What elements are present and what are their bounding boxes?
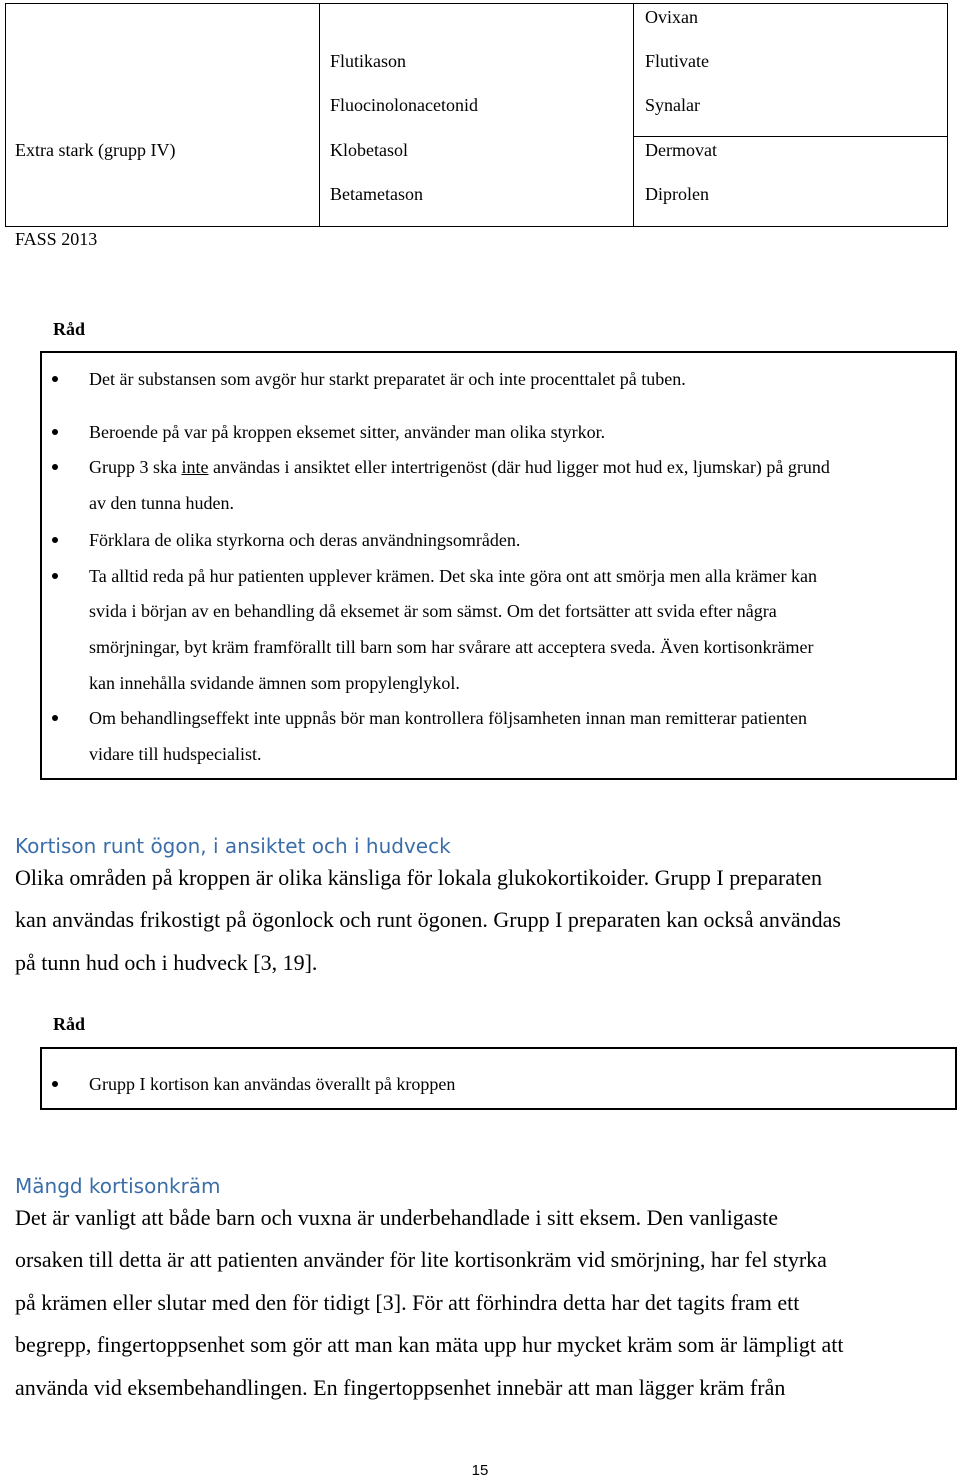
bullet-icon: [52, 537, 58, 543]
advice-label: Råd: [53, 319, 86, 339]
emphasis: inte: [181, 457, 209, 477]
bullet-icon: [52, 715, 58, 721]
advice-item: Grupp I kortison kan användas överallt på kroppen: [89, 1074, 456, 1094]
substance: Fluocinolonacetonid: [330, 95, 478, 115]
table-source: FASS 2013: [15, 229, 98, 249]
bullet-icon: [52, 429, 58, 435]
advice-item-continued: svida i början av en behandling då eksemet är som sämst. Om det fortsätter att svida efter några: [89, 601, 777, 621]
table-divider: [319, 3, 320, 227]
advice-label: Råd: [53, 1014, 86, 1034]
section-heading: Mängd kortisonkräm: [15, 1174, 221, 1198]
product: Flutivate: [645, 51, 709, 71]
advice-item: Ta alltid reda på hur patienten upplever krämen. Det ska inte göra ont att smörja men alla krämer kan: [89, 566, 817, 586]
advice-item: Om behandlingseffekt inte uppnås bör man kontrollera följsamheten innan man remitterar patienten: [89, 708, 807, 728]
body-text: orsaken till detta är att patienten använder för lite kortisonkräm vid smörjning, har fel styrka: [15, 1247, 827, 1272]
product: Ovixan: [645, 7, 698, 27]
body-text: på krämen eller slutar med den för tidigt [3]. För att förhindra detta har det tagits fram ett: [15, 1290, 800, 1315]
advice-item: Förklara de olika styrkorna och deras användningsområden.: [89, 530, 521, 550]
product: Diprolen: [645, 184, 709, 204]
section-heading: Kortison runt ögon, i ansiktet och i hudveck: [15, 834, 451, 858]
product: Dermovat: [645, 140, 717, 160]
table-divider: [633, 3, 634, 227]
body-text: Olika områden på kroppen är olika känsliga för lokala glukokortikoider. Grupp I preparaten: [15, 865, 823, 890]
advice-item-continued: kan innehålla svidande ämnen som propylenglykol.: [89, 673, 460, 693]
table-divider: [947, 3, 948, 227]
body-text: begrepp, fingertoppsenhet som gör att man kan mäta upp hur mycket kräm som är lämpligt att: [15, 1332, 844, 1357]
advice-item: Grupp 3 ska inte användas i ansiktet eller intertrigenöst (där hud ligger mot hud ex, ljumskar) på grund: [89, 457, 830, 477]
bullet-icon: [52, 464, 58, 470]
substance: Flutikason: [330, 51, 407, 71]
substance: Betametason: [330, 184, 423, 204]
bullet-icon: [52, 376, 58, 382]
advice-item-continued: smörjningar, byt kräm framförallt till barn som har svårare att acceptera sveda. Även kortisonkrämer: [89, 637, 814, 657]
body-text: Det är vanligt att både barn och vuxna är underbehandlade i sitt eksem. Den vanligaste: [15, 1205, 779, 1230]
page-number: 15: [471, 1462, 489, 1479]
advice-item: Beroende på var på kroppen eksemet sitter, använder man olika styrkor.: [89, 422, 606, 442]
substance: Klobetasol: [330, 140, 408, 160]
table-row-label: Extra stark (grupp IV): [15, 140, 176, 160]
body-text: på tunn hud och i hudveck [3, 19].: [15, 950, 318, 975]
table-divider: [633, 136, 948, 137]
advice-item: Det är substansen som avgör hur starkt preparatet är och inte procenttalet på tuben.: [89, 369, 686, 389]
product: Synalar: [645, 95, 700, 115]
bullet-icon: [52, 573, 58, 579]
bullet-icon: [52, 1081, 58, 1087]
body-text: använda vid eksembehandlingen. En fingertoppsenhet innebär att man lägger kräm från: [15, 1375, 786, 1400]
table-divider: [5, 3, 6, 227]
advice-item-continued: av den tunna huden.: [89, 493, 234, 513]
body-text: kan användas frikostigt på ögonlock och runt ögonen. Grupp I preparaten kan också användas: [15, 907, 841, 932]
advice-item-continued: vidare till hudspecialist.: [89, 744, 262, 764]
